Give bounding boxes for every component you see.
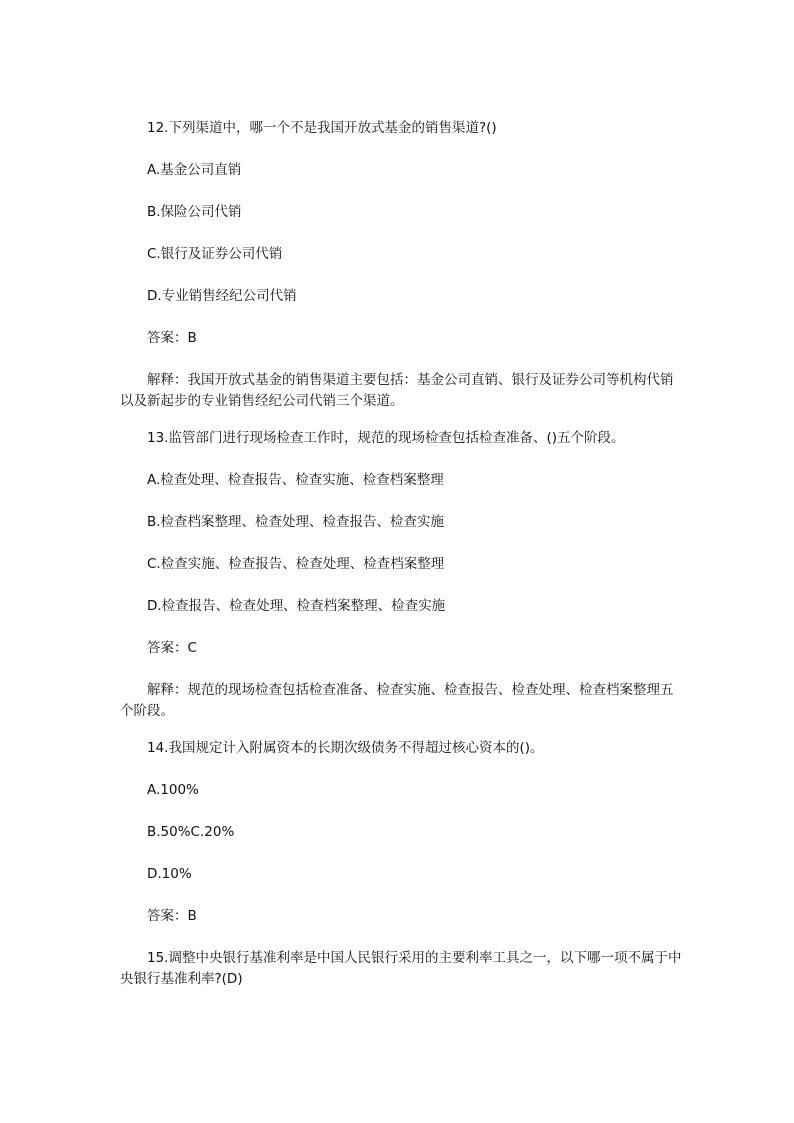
question-13-explanation: 解释：规范的现场检查包括检查准备、检查实施、检查报告、检查处理、检查档案整理五个阶段。 [120,682,674,719]
question-13-option-b: B.检查档案整理、检查处理、检查报告、检查实施 [147,514,445,530]
question-12-explanation: 解释：我国开放式基金的销售渠道主要包括：基金公司直销、银行及证券公司等机构代销以及新起步的专业销售经纪公司代销三个渠道。 [120,372,674,409]
question-14-option-b-c: B.50%C.20% [147,824,235,840]
document-page [120,118,682,1011]
question-14-stem: 14.我国规定计入附属资本的长期次级债务不得超过核心资本的()。 [147,740,544,756]
question-12-answer: 答案：B [147,330,197,346]
question-13-option-a: A.检查处理、检查报告、检查实施、检查档案整理 [147,472,444,488]
question-13-answer: 答案：C [147,640,197,656]
question-14-option-d: D.10% [147,866,192,882]
question-15-stem: 15.调整中央银行基准利率是中国人民银行采用的主要利率工具之一，以下哪一项不属于中央银行基准利率?(D) [120,950,682,987]
question-12-option-a: A.基金公司直销 [147,162,242,178]
question-14-option-a: A.100% [147,782,199,798]
question-12-stem: 12.下列渠道中，哪一个不是我国开放式基金的销售渠道?() [147,120,497,136]
question-13-option-d: D.检查报告、检查处理、检查档案整理、检查实施 [147,598,446,614]
question-13-option-c: C.检查实施、检查报告、检查处理、检查档案整理 [147,556,445,572]
question-13-stem: 13.监管部门进行现场检查工作时，规范的现场检查包括检查准备、()五个阶段。 [147,430,625,446]
question-12-option-c: C.银行及证券公司代销 [147,246,283,262]
question-12-option-d: D.专业销售经纪公司代销 [147,288,297,304]
question-12-option-b: B.保险公司代销 [147,204,242,220]
question-14-answer: 答案：B [147,908,197,924]
